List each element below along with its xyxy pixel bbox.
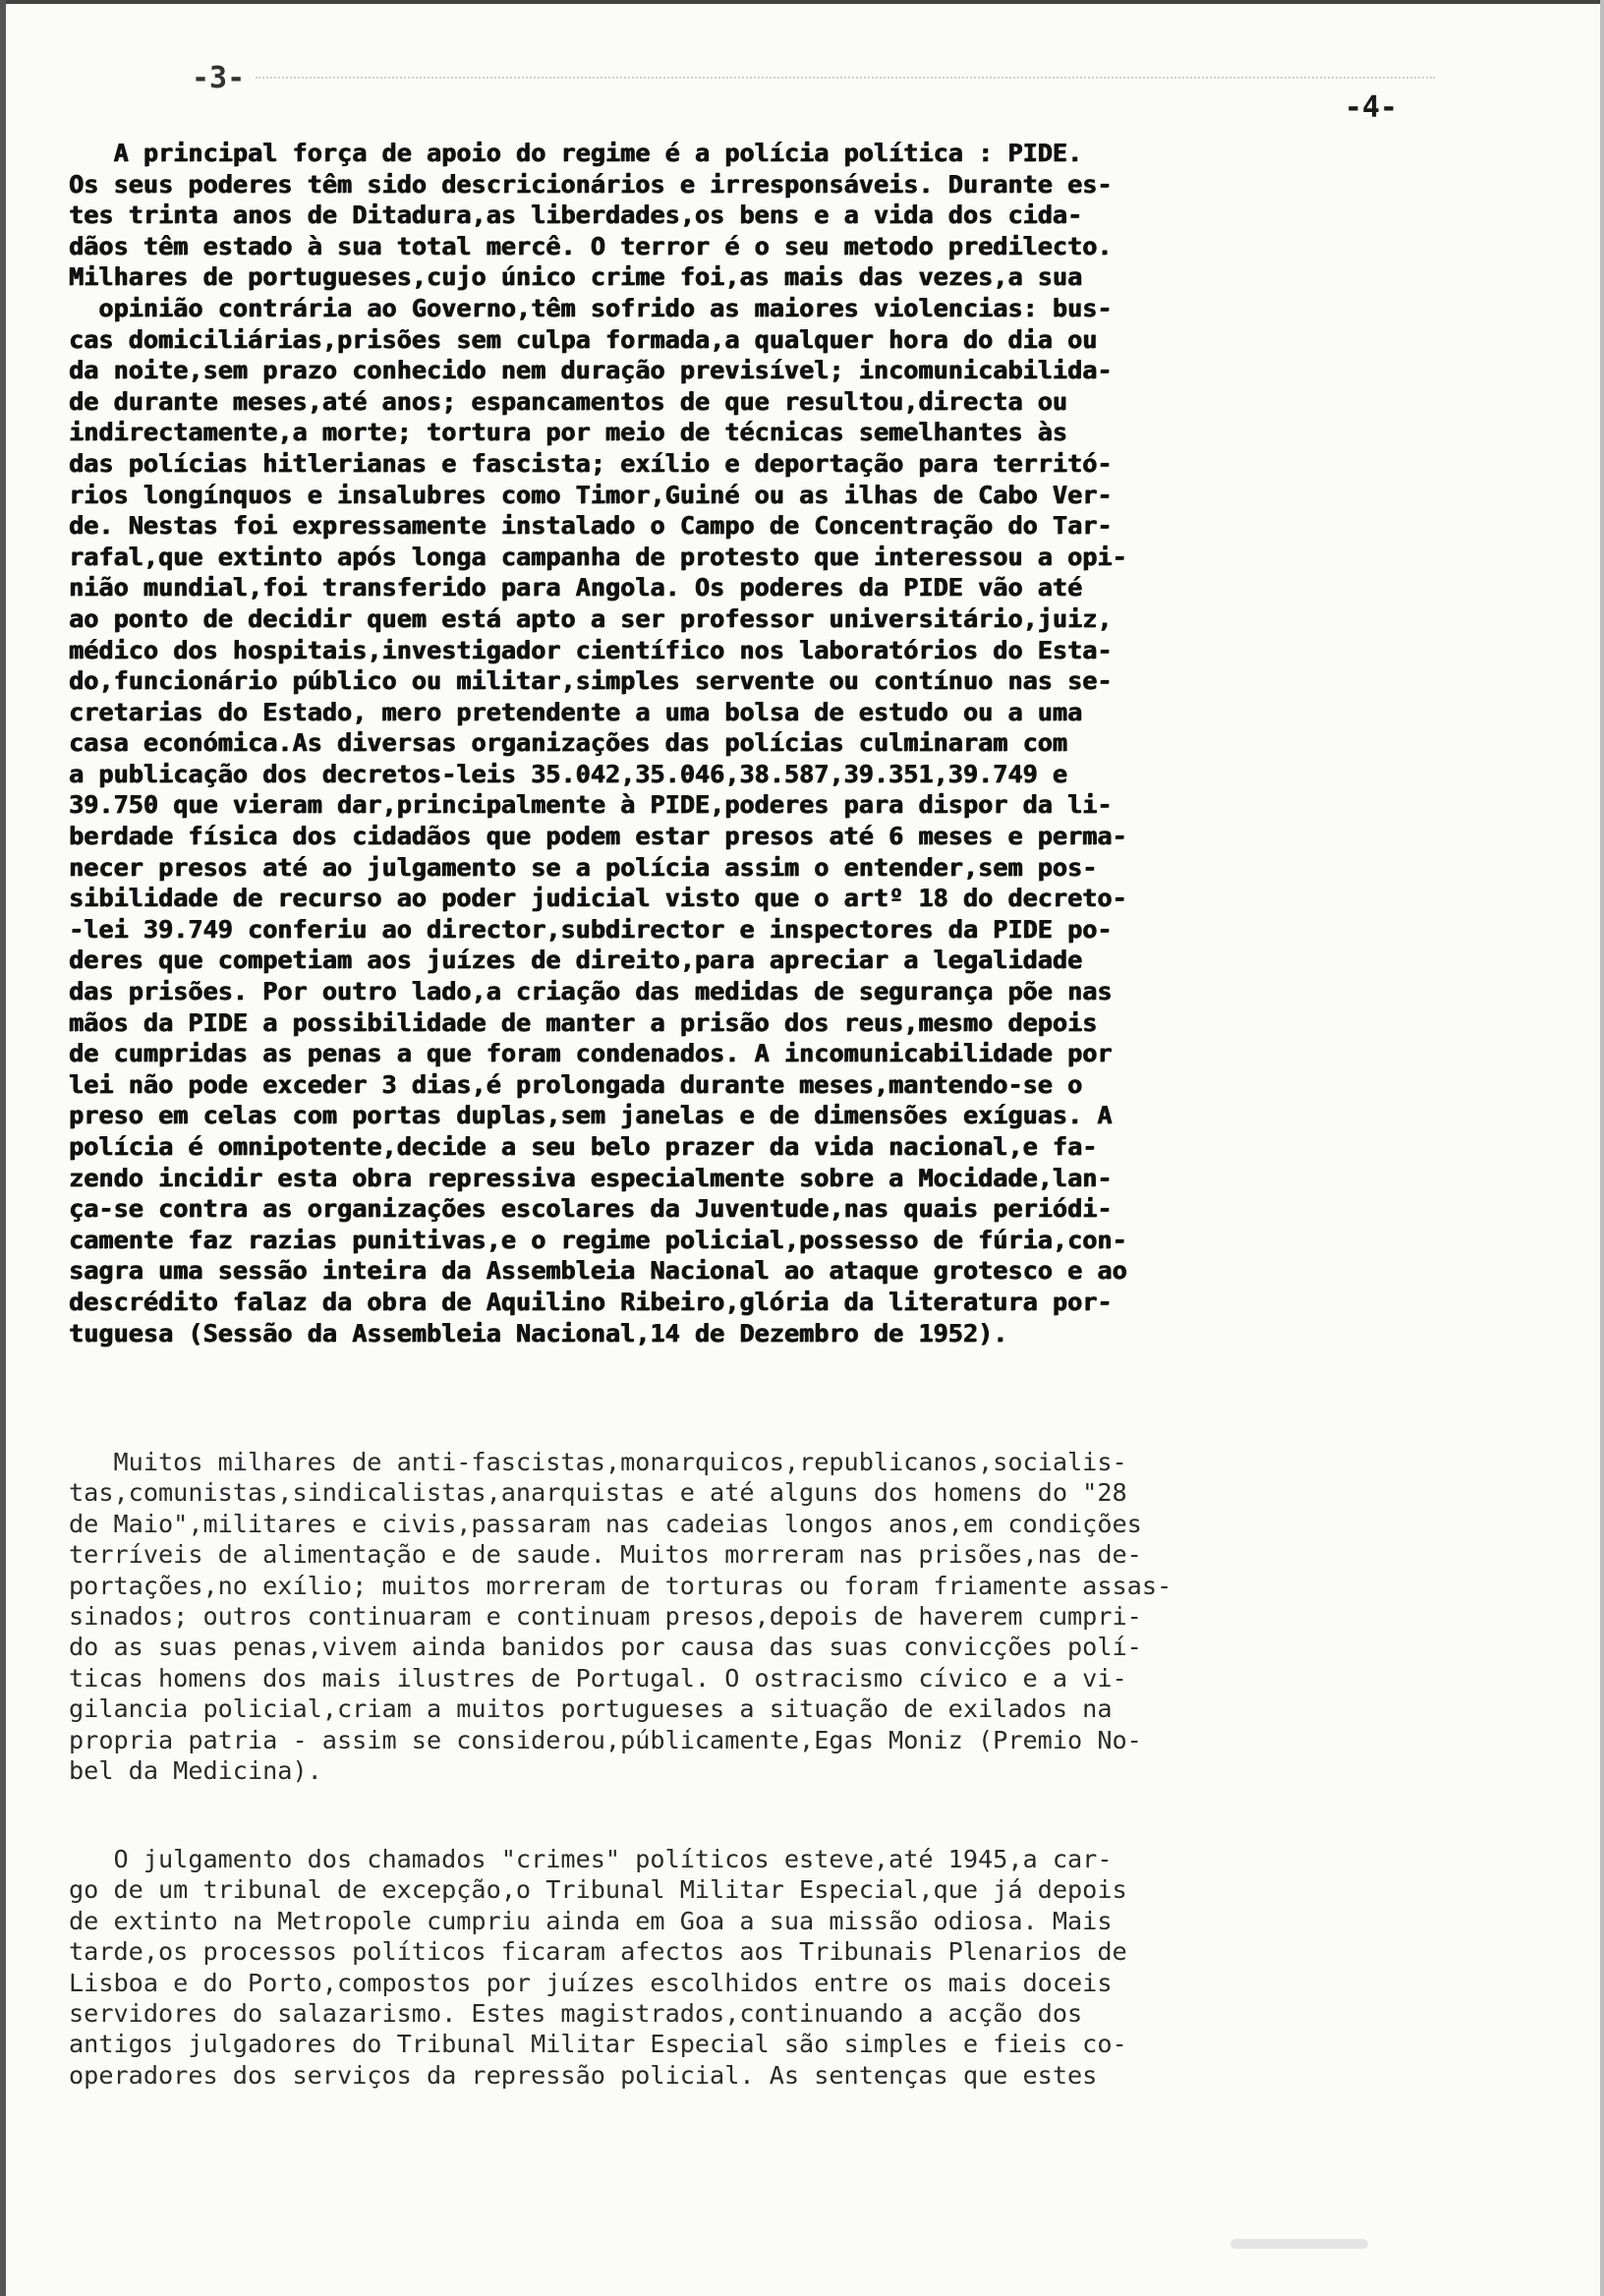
- scan-smudge: [1231, 2239, 1368, 2249]
- bleed-through-header: [256, 57, 1435, 79]
- page-number: -4-: [1344, 90, 1398, 125]
- scan-edge-right: [1600, 0, 1604, 2296]
- corner-mark: -3-: [192, 61, 246, 95]
- paragraph-pide: A principal força de apoio do regime é a polícia política : PIDE. Os seus poderes têm sido descricionários e irresponsáveis. Durante es- tes trinta anos de Ditadura,as liberdades,os bens e a vida dos cida- dãos têm estado à sua total mercê. O terror é o seu metodo predilecto. Milhares de portugueses,cujo único crime foi,as mais das vezes,a sua opinião contrária ao Governo,têm sofrido as maiores violencias: bus- cas domiciliárias,prisões sem culpa formada,a qualquer hora do dia ou da noite,sem prazo conhecido nem duração previsível; incomunicabilida- de durante meses,até anos; espancamentos de que resultou,directa ou indirectamente,a morte; tortura por meio de técnicas semelhantes às das polícias hitlerianas e fascista; exílio e deportação para territó- rios longínquos e insalubres como Timor,Guiné ou as ilhas de Cabo Ver- de. Nestas foi expressamente instalado o Campo de Concentração do Tar- rafal,que extinto após longa campanha de protesto que interessou a opi- nião mundial,foi transferido para Angola. Os poderes da PIDE vão até ao ponto de decidir quem está apto a ser professor universitário,juiz, médico dos hospitais,investigador científico nos laboratórios do Esta- do,funcionário público ou militar,simples servente ou contínuo nas se- cretarias do Estado, mero pretendente a uma bolsa de estudo ou a uma casa económica.As diversas organizações das polícias culminaram com a publicação dos decretos-leis 35.042,35.046,38.587,39.351,39.749 e 39.750 que vieram dar,principalmente à PIDE,poderes para dispor da li- berdade física dos cidadãos que podem estar presos até 6 meses e perma- necer presos até ao julgamento se a polícia assim o entender,sem pos- sibilidade de recurso ao poder judicial visto que o artº 18 do decreto- -lei 39.749 conferiu ao director,subdirector e inspectores da PIDE po- deres que competiam aos juízes de direito,para apreciar a legalidade das prisões. Por outro lado,a criação das medidas de segurança põe nas mãos da PIDE a possibilidade de manter a prisão dos reus,mesmo depois de cumpridas as penas a que foram condenados. A incomunicabilidade por lei não pode exceder 3 dias,é prolongada durante meses,mantendo-se o preso em celas com portas duplas,sem janelas e de dimensões exíguas. A polícia é omnipotente,decide a seu belo prazer da vida nacional,e fa- zendo incidir esta obra repressiva especialmente sobre a Mocidade,lan- ça-se contra as organizações escolares da Juventude,nas quais periódi- camente faz razias punitivas,e o regime policial,possesso de fúria,con- sagra uma sessão inteira da Assembleia Nacional ao ataque grotesco e ao descrédito falaz da obra de Aquilino Ribeiro,glória da literatura por- tuguesa (Sessão da Assembleia Nacional,14 de Dezembro de 1952).: [69, 139, 1127, 1348]
- paragraph-anti-fascists: Muitos milhares de anti-fascistas,monarquicos,republicanos,socialis- tas,comunistas,sindicalistas,anarquistas e até alguns dos homens do "28 de Maio",militares e civis,passaram nas cadeias longos anos,em condições terríveis de alimentação e de saude. Muitos morreram nas prisões,nas de- portações,no exílio; muitos morreram de torturas ou foram friamente assas- sinados; outros continuaram e continuam presos,depois de haverem cumpri- do as suas penas,vivem ainda banidos por causa das suas convicções polí- ticas homens dos mais ilustres de Portugal. O ostracismo cívico e a vi- gilancia policial,criam a muitos portugueses a situação de exilados na propria patria - assim se considerou,públicamente,Egas Moniz (Premio No- bel da Medicina).: [69, 1448, 1173, 1786]
- paragraph-tribunals: O julgamento dos chamados "crimes" políticos esteve,até 1945,a car- go de um tribunal de excepção,o Tribunal Militar Especial,que já depois de extinto na Metropole cumpriu ainda em Goa a sua missão odiosa. Mais tarde,os processos políticos ficaram afectos aos Tribunais Plenarios de Lisboa e do Porto,compostos por juízes escolhidos entre os mais doceis servidores do salazarismo. Estes magistrados,continuando a acção dos antigos julgadores do Tribunal Militar Especial são simples e fieis co- operadores dos serviços da repressão policial. As sentenças que estes: [69, 1845, 1127, 2090]
- scan-edge-top: [0, 0, 1604, 4]
- scan-edge-left: [0, 0, 6, 2296]
